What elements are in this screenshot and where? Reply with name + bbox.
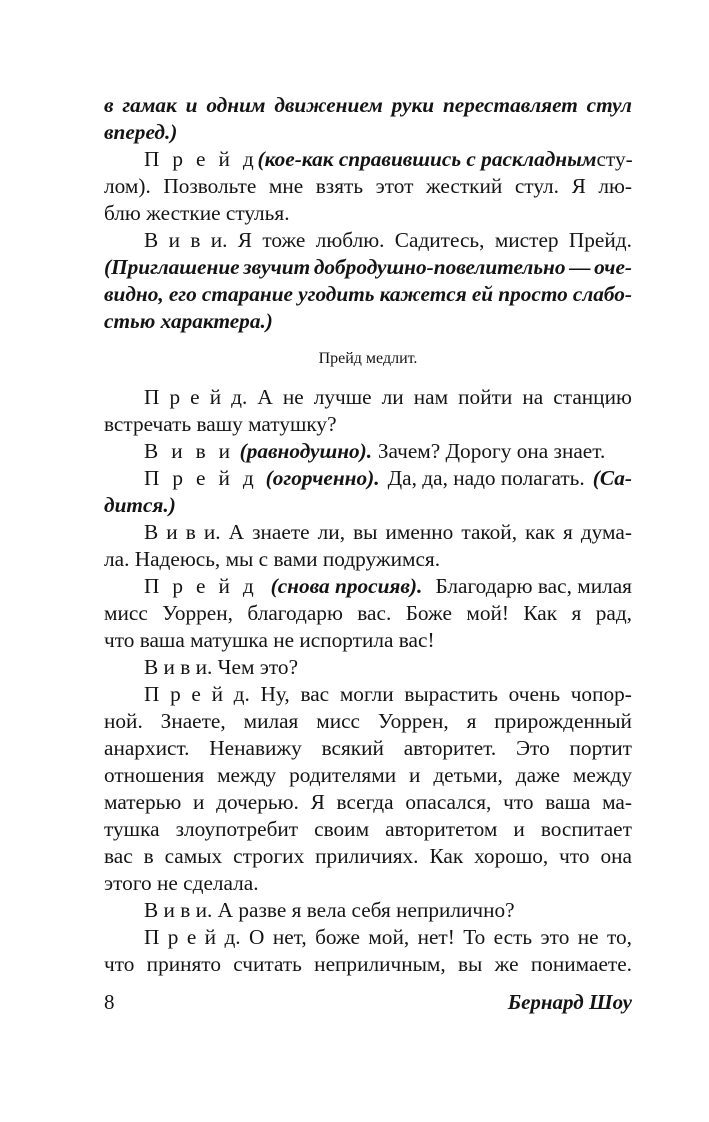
text-segment: стью характера.) xyxy=(104,309,273,333)
dialogue-line xyxy=(104,384,632,411)
dialogue-line xyxy=(104,843,632,870)
stage-direction: (снова просияв). xyxy=(270,574,423,598)
dialogue-line xyxy=(104,519,632,546)
stage-direction-line xyxy=(104,308,632,335)
text-segment: В и в и. А разве я вела себя неприлично? xyxy=(144,898,515,922)
page-number: 8 xyxy=(104,990,115,1014)
text-segment: П р е й д. Ну, вас могли вырастить очень чопор- xyxy=(144,682,632,706)
text-segment: отношения между родителями и детьми, даже между xyxy=(104,763,632,787)
text-segment: П р е й д. О нет, боже мой, нет! То есть это не то, xyxy=(144,925,632,949)
text-segment: (Приглашение звучит добродушно-повелительно — оче- xyxy=(104,255,632,279)
dialogue-line xyxy=(104,438,632,465)
text-segment: В и в и. Чем это? xyxy=(144,655,299,679)
dialogue-line xyxy=(104,411,632,438)
dialogue-line xyxy=(104,789,632,816)
text-segment: вас в самых строгих приличиях. Как хорошо, что она xyxy=(104,844,632,868)
text-segment: сту- xyxy=(596,147,633,171)
text-segment: тушка злоупотребит своим авторитетом и воспитает xyxy=(104,817,632,841)
text-segment: ной. Знаете, милая мисс Уоррен, я прирожденный xyxy=(104,709,632,733)
text-segment: вперед.) xyxy=(104,120,178,144)
text-segment: Прейд медлит. xyxy=(318,350,418,367)
text-segment: Да, да, надо полагать. xyxy=(387,466,585,490)
dialogue-line xyxy=(104,627,632,654)
page-footer xyxy=(104,990,632,1015)
text-segment: в гамак и одним движением руки переставляет стул xyxy=(104,93,632,117)
dialogue-line xyxy=(104,227,632,254)
text-segment: В и в и. Я тоже люблю. Садитесь, мистер Прейд. xyxy=(144,228,632,252)
text-segment: блю жесткие стулья. xyxy=(104,201,290,225)
text-segment: матерью и дочерью. Я всегда опасался, что ваша ма- xyxy=(104,790,632,814)
text-segment: видно, его старание угодить кажется ей просто слабо- xyxy=(104,282,632,306)
text-segment: встречать вашу матушку? xyxy=(104,412,337,436)
stage-direction-line xyxy=(104,92,632,119)
text-segment: Благодарю вас, милая xyxy=(435,574,632,598)
speaker-name: П р е й д xyxy=(144,147,258,171)
text-segment: анархист. Ненавижу всякий авторитет. Это портит xyxy=(104,736,632,760)
dialogue-line xyxy=(104,465,632,492)
centered-stage-direction xyxy=(104,345,632,372)
dialogue-line xyxy=(104,951,632,978)
book-page-text xyxy=(104,92,632,978)
text-segment: П р е й д. А не лучше ли нам пойти на станцию xyxy=(144,385,632,409)
text-segment: ла. Надеюсь, мы с вами подружимся. xyxy=(104,547,441,571)
text-segment: что принято считать неприличным, вы же понимаете. xyxy=(104,952,632,976)
stage-direction-line xyxy=(104,254,632,281)
dialogue-line xyxy=(104,870,632,897)
dialogue-line xyxy=(104,708,632,735)
dialogue-line xyxy=(104,173,632,200)
dialogue-line xyxy=(104,146,632,173)
text-segment: дится.) xyxy=(104,493,176,517)
dialogue-line xyxy=(104,600,632,627)
text-segment: В и в и. А знаете ли, вы именно такой, как я дума- xyxy=(144,520,632,544)
text-segment: Зачем? Дорогу она знает. xyxy=(377,439,606,463)
text-segment: лом). Позвольте мне взять этот жесткий стул. Я лю- xyxy=(104,174,632,198)
text-segment: мисс Уоррен, благодарю вас. Боже мой! Как я рад, xyxy=(104,601,632,625)
speaker-name: П р е й д xyxy=(144,574,258,598)
stage-direction: (Са- xyxy=(592,466,632,490)
dialogue-line xyxy=(104,924,632,951)
speaker-name: В и в и xyxy=(144,439,234,463)
stage-direction-line xyxy=(104,281,632,308)
dialogue-line xyxy=(104,735,632,762)
running-author: Бернард Шоу xyxy=(507,990,632,1014)
dialogue-line xyxy=(104,762,632,789)
dialogue-line xyxy=(104,654,632,681)
dialogue-line xyxy=(104,200,632,227)
text-segment: этого не сделала. xyxy=(104,871,259,895)
text-segment: что ваша матушка не испортила вас! xyxy=(104,628,435,652)
speaker-name: П р е й д xyxy=(144,466,258,490)
dialogue-line xyxy=(104,897,632,924)
stage-direction-line xyxy=(104,492,632,519)
stage-direction: (огорченно). xyxy=(265,466,380,490)
dialogue-line xyxy=(104,573,632,600)
dialogue-line xyxy=(104,546,632,573)
dialogue-line xyxy=(104,816,632,843)
dialogue-line xyxy=(104,681,632,708)
stage-direction: (кое-как справившись с раскладным xyxy=(257,147,597,171)
stage-direction: (равнодушно). xyxy=(239,439,373,463)
stage-direction-line xyxy=(104,119,632,146)
